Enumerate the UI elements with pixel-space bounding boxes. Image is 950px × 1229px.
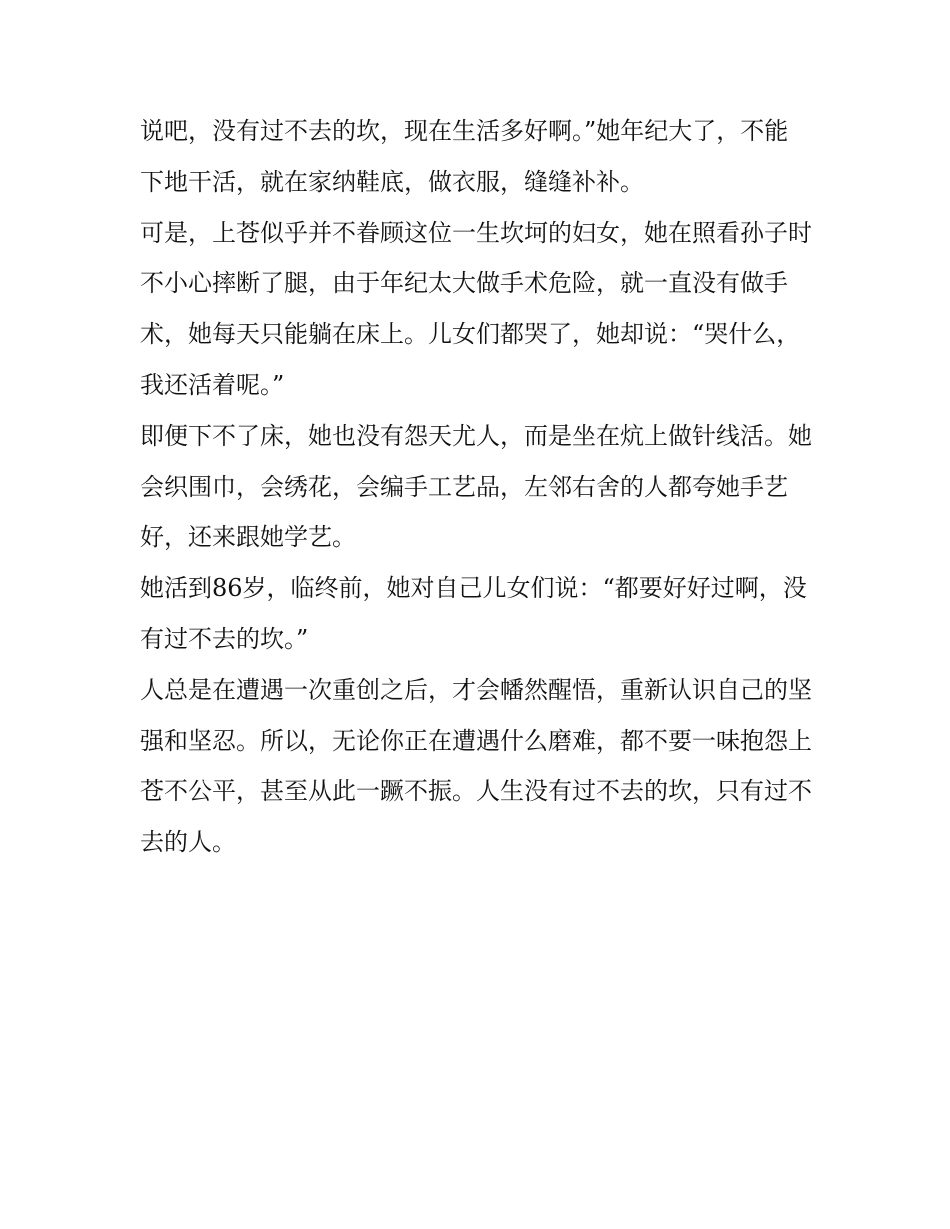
paragraph-5: 人总是在遭遇一次重创之后，才会幡然醒悟，重新认识自己的坚强和坚忍。所以，无论你正在遭遇什么磨难，都不要一味抱怨上苍不公平，甚至从此一蹶不振。人生没有过不去的坎，只有过不去的人。 [140,675,812,857]
paragraph-1: 说吧，没有过不去的坎，现在生活多好啊。”她年纪大了，不能下地干活，就在家纳鞋底，做衣服，缝缝补补。 [140,117,789,196]
document-body [140,106,812,868]
paragraph-4: 她活到86岁，临终前，她对自己儿女们说：“都要好好过啊，没有过不去的坎。” [140,574,807,653]
paragraph-2: 可是，上苍似乎并不眷顾这位一生坎坷的妇女，她在照看孙子时不小心摔断了腿，由于年纪太大做手术危险，就一直没有做手术，她每天只能躺在床上。儿女们都哭了，她却说：“哭什么，我还活着呢。” [140,218,812,399]
paragraph-3: 即便下不了床，她也没有怨天尤人，而是坐在炕上做针线活。她会织围巾，会绣花，会编手工艺品，左邻右舍的人都夸她手艺好，还来跟她学艺。 [140,421,812,552]
